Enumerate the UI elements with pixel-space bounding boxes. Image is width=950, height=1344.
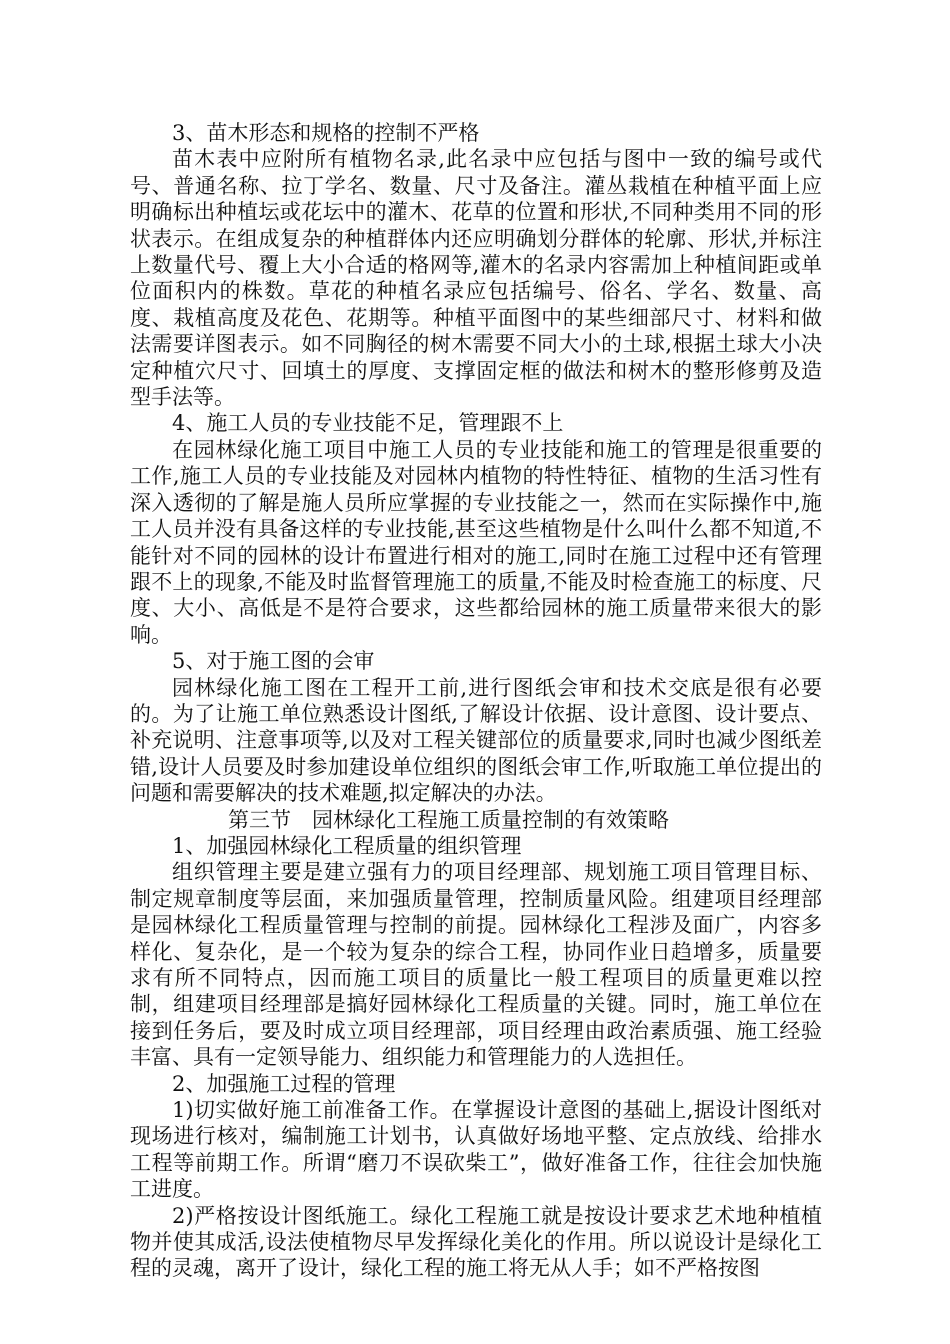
heading-strategy-2: 2、加强施工过程的管理 — [172, 1071, 396, 1096]
heading-strategy-1: 1、加强园林绿化工程质量的组织管理 — [172, 833, 522, 858]
document-body — [130, 120, 822, 1282]
paragraph-follow-design: 2)严格按设计图纸施工。绿化工程施工就是按设计要求艺术地种植植物并使其成活,设法使植物尽早发挥绿化美化的作用。所以说设计是绿化工程的灵魂，离开了设计，绿化工程的施工将无从人手；如不严格按图 — [130, 1203, 822, 1281]
paragraph-staff-skills: 在园林绿化施工项目中施工人员的专业技能和施工的管理是很重要的工作,施工人员的专业技能及对园林内植物的特性特征、植物的生活习性有深入透彻的了解是施人员所应掌握的专业技能之一，然而在实际操作中,施工人员并没有具备这样的专业技能,甚至这些植物是什么叫什么都不知道,不能针对不同的园林的设计布置进行相对的施工,同时在施工过程中还有管理跟不上的现象,不能及时监督管理施工的质量,不能及时检查施工的标度、尺度、大小、高低是不是符合要求，这些都给园林的施工质量带来很大的影响。 — [130, 437, 822, 647]
heading-4: 4、施工人员的专业技能不足，管理跟不上 — [172, 411, 564, 436]
section-title-3: 第三节 园林绿化工程施工质量控制的有效策略 — [228, 807, 669, 832]
paragraph-drawing-review: 园林绿化施工图在工程开工前,进行图纸会审和技术交底是很有必要的。为了让施工单位熟悉设计图纸,了解设计依据、设计意图、设计要点、补充说明、注意事项等,以及对工程关键部位的质量要求,同时也减少图纸差错,设计人员要及时参加建设单位组织的图纸会审工作,听取施工单位提出的问题和需要解决的技术难题,拟定解决的办法。 — [130, 675, 822, 806]
heading-3: 3、苗木形态和规格的控制不严格 — [172, 121, 480, 145]
heading-5: 5、对于施工图的会审 — [172, 649, 375, 674]
paragraph-organization: 组织管理主要是建立强有力的项目经理部、规划施工项目管理目标、制定规章制度等层面，来加强质量管理，控制质量风险。组建项目经理部是园林绿化工程质量管理与控制的前提。园林绿化工程涉及面广，内容多样化、复杂化，是一个较为复杂的综合工程，协同作业日趋增多，质量要求有所不同特点，因而施工项目的质量比一般工程项目的质量更难以控制，组建项目经理部是搞好园林绿化工程质量的关键。同时，施工单位在接到任务后，要及时成立项目经理部，项目经理由政治素质强、施工经验丰富、具有一定领导能力、组织能力和管理能力的人选担任。 — [130, 860, 822, 1070]
paragraph-preparation: 1)切实做好施工前准备工作。在掌握设计意图的基础上,据设计图纸对现场进行核对，编制施工计划书，认真做好场地平整、定点放线、给排水工程等前期工作。所谓“磨刀不误砍柴工”，做好准备工作，往往会加快施工进度。 — [130, 1098, 822, 1202]
paragraph-seedling-list: 苗木表中应附所有植物名录,此名录中应包括与图中一致的编号或代号、普通名称、拉丁学名、数量、尺寸及备注。灌丛栽植在种植平面上应明确标出种植坛或花坛中的灌木、花草的位置和形状,不同种类用不同的形状表示。在组成复杂的种植群体内还应明确划分群体的轮廓、形状,并标注上数量代号、覆上大小合适的格网等,灌木的名录内容需加上种植间距或单位面积内的株数。草花的种植名录应包括编号、俗名、学名、数量、高度、栽植高度及花色、花期等。种植平面图中的某些细部尺寸、材料和做法需要详图表示。如不同胸径的树木需要不同大小的土球,根据土球大小决定种植穴尺寸、回填土的厚度、支撑固定框的做法和树木的整形修剪及造型手法等。 — [130, 147, 822, 410]
